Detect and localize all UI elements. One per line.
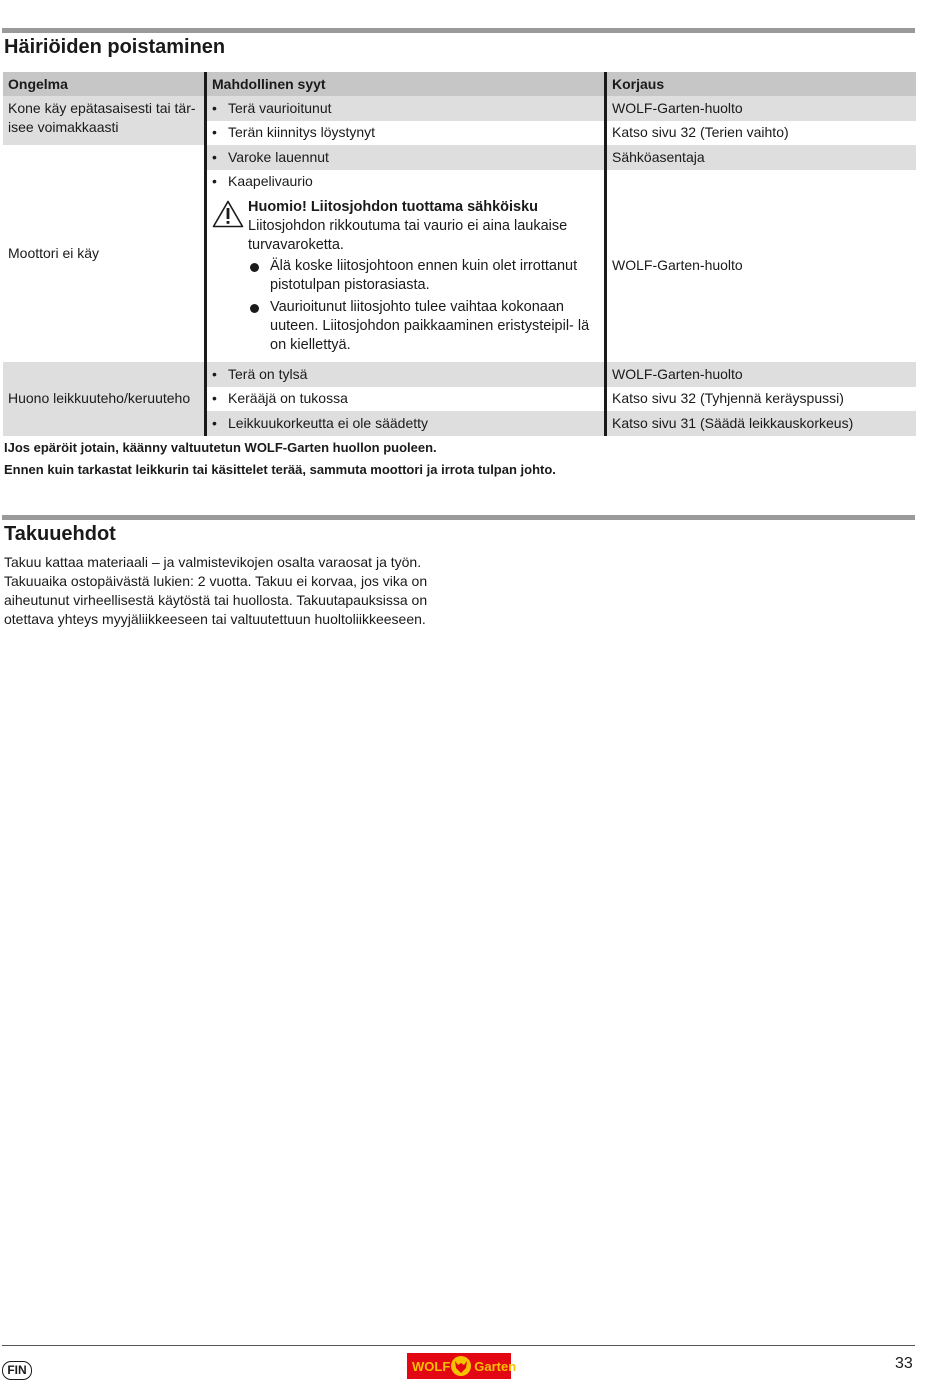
logo-text-left: WOLF <box>412 1358 451 1374</box>
cause-text: Terä on tylsä <box>228 365 308 382</box>
warranty-line: otettava yhteys myyjäliikkeeseen tai valtuutettuun huoltoliikkeeseen. <box>4 611 426 627</box>
warning-title: Huomio! Liitosjohdon tuottama sähköisku <box>248 199 538 215</box>
bullet-icon: • <box>212 148 217 165</box>
warranty-line: Takuuaika ostopäivästä lukien: 2 vuotta. Takuu ei korvaa, jos vika on <box>4 573 428 589</box>
warning-item-text: Älä koske liitosjohtoon ennen kuin olet irrottanut pistotulpan pistorasiasta. <box>270 258 578 293</box>
footer-divider <box>2 1345 915 1346</box>
bullet-icon: • <box>212 390 217 407</box>
cause-cell <box>206 387 606 412</box>
list-item <box>248 298 599 355</box>
warning-box <box>212 198 599 358</box>
wolf-head-icon <box>450 1355 472 1377</box>
section-rule-warranty <box>2 515 915 520</box>
cause-text: Leikkuukorkeutta ei ole säädetty <box>228 414 429 431</box>
note-line: Ennen kuin tarkastat leikkurin tai käsittelet terää, sammuta moottori ja irrota tulpan johto. <box>4 462 556 477</box>
header-cause: Mahdollinen syyt <box>206 72 606 96</box>
section-title-warranty: Takuuehdot <box>4 523 116 545</box>
cause-cell <box>206 96 606 121</box>
warning-item-text: Vaurioitunut liitosjohto tulee vaihtaa kokonaan uuteen. Liitosjohdon paikkaaminen eristysteipil- lä on kiellettyä. <box>270 299 590 353</box>
fix-cell: Katso sivu 32 (Tyhjennä keräyspussi) <box>606 387 917 412</box>
warranty-text <box>4 553 454 629</box>
note-line: IJos epäröit jotain, käänny valtuutetun WOLF-Garten huollon puoleen. <box>4 440 437 455</box>
fix-cell: WOLF-Garten-huolto <box>606 96 917 121</box>
cause-text: Kerääjä on tukossa <box>228 390 348 407</box>
fix-cell: Katso sivu 31 (Säädä leikkauskorkeus) <box>606 411 917 436</box>
troubleshooting-table <box>3 72 916 436</box>
cause-cell <box>206 121 606 146</box>
table-row <box>3 96 916 121</box>
header-problem: Ongelma <box>3 72 206 96</box>
bullet-dot-icon <box>250 304 259 313</box>
bullet-dot-icon <box>250 263 259 272</box>
fix-cell: WOLF-Garten-huolto <box>606 170 917 363</box>
warning-cell <box>206 194 606 362</box>
problem-cell: Huono leikkuuteho/keruuteho <box>3 362 206 436</box>
warranty-line: Takuu kattaa materiaali – ja valmistevikojen osalta varaosat ja työn. <box>4 554 422 570</box>
table-header-row <box>3 72 916 96</box>
table-row <box>3 145 916 170</box>
problem-cell: Moottori ei käy <box>8 245 100 261</box>
bullet-icon: • <box>212 365 217 382</box>
cause-cell <box>206 170 606 195</box>
cause-text: Terä vaurioitunut <box>228 99 332 116</box>
bullet-icon: • <box>212 99 217 116</box>
fix-cell: Sähköasentaja <box>606 145 917 170</box>
problem-cell: Kone käy epätasaisesti tai tär- isee voimakkaasti <box>3 96 206 145</box>
section-rule-top <box>2 28 915 33</box>
warning-triangle-icon <box>212 198 248 358</box>
cause-cell <box>206 411 606 436</box>
cause-text: Kaapelivaurio <box>228 173 313 190</box>
section-title-troubleshooting: Häiriöiden poistaminen <box>4 36 226 58</box>
fix-cell: Katso sivu 32 (Terien vaihto) <box>606 121 917 146</box>
cause-cell <box>206 362 606 387</box>
header-fix: Korjaus <box>606 72 917 96</box>
cause-text: Varoke lauennut <box>228 148 329 165</box>
cause-cell <box>206 145 606 170</box>
wolf-garten-logo <box>407 1353 517 1379</box>
page-number: 33 <box>895 1355 913 1372</box>
bullet-icon: • <box>212 124 217 141</box>
language-badge: FIN <box>2 1361 32 1380</box>
cause-text: Terän kiinnitys löystynyt <box>228 124 376 141</box>
warranty-line: aiheutunut virheellisestä käytöstä tai huollosta. Takuutapauksissa on <box>4 592 428 608</box>
fix-cell: WOLF-Garten-huolto <box>606 362 917 387</box>
table-row <box>3 362 916 387</box>
warning-text: Liitosjohdon rikkoutuma tai vaurio ei aina laukaise turvavaroketta. <box>248 218 568 253</box>
list-item <box>248 257 599 295</box>
bullet-icon: • <box>212 173 217 190</box>
bullet-icon: • <box>212 414 217 431</box>
warning-list <box>248 257 599 355</box>
logo-text-right: Garten <box>474 1358 517 1374</box>
